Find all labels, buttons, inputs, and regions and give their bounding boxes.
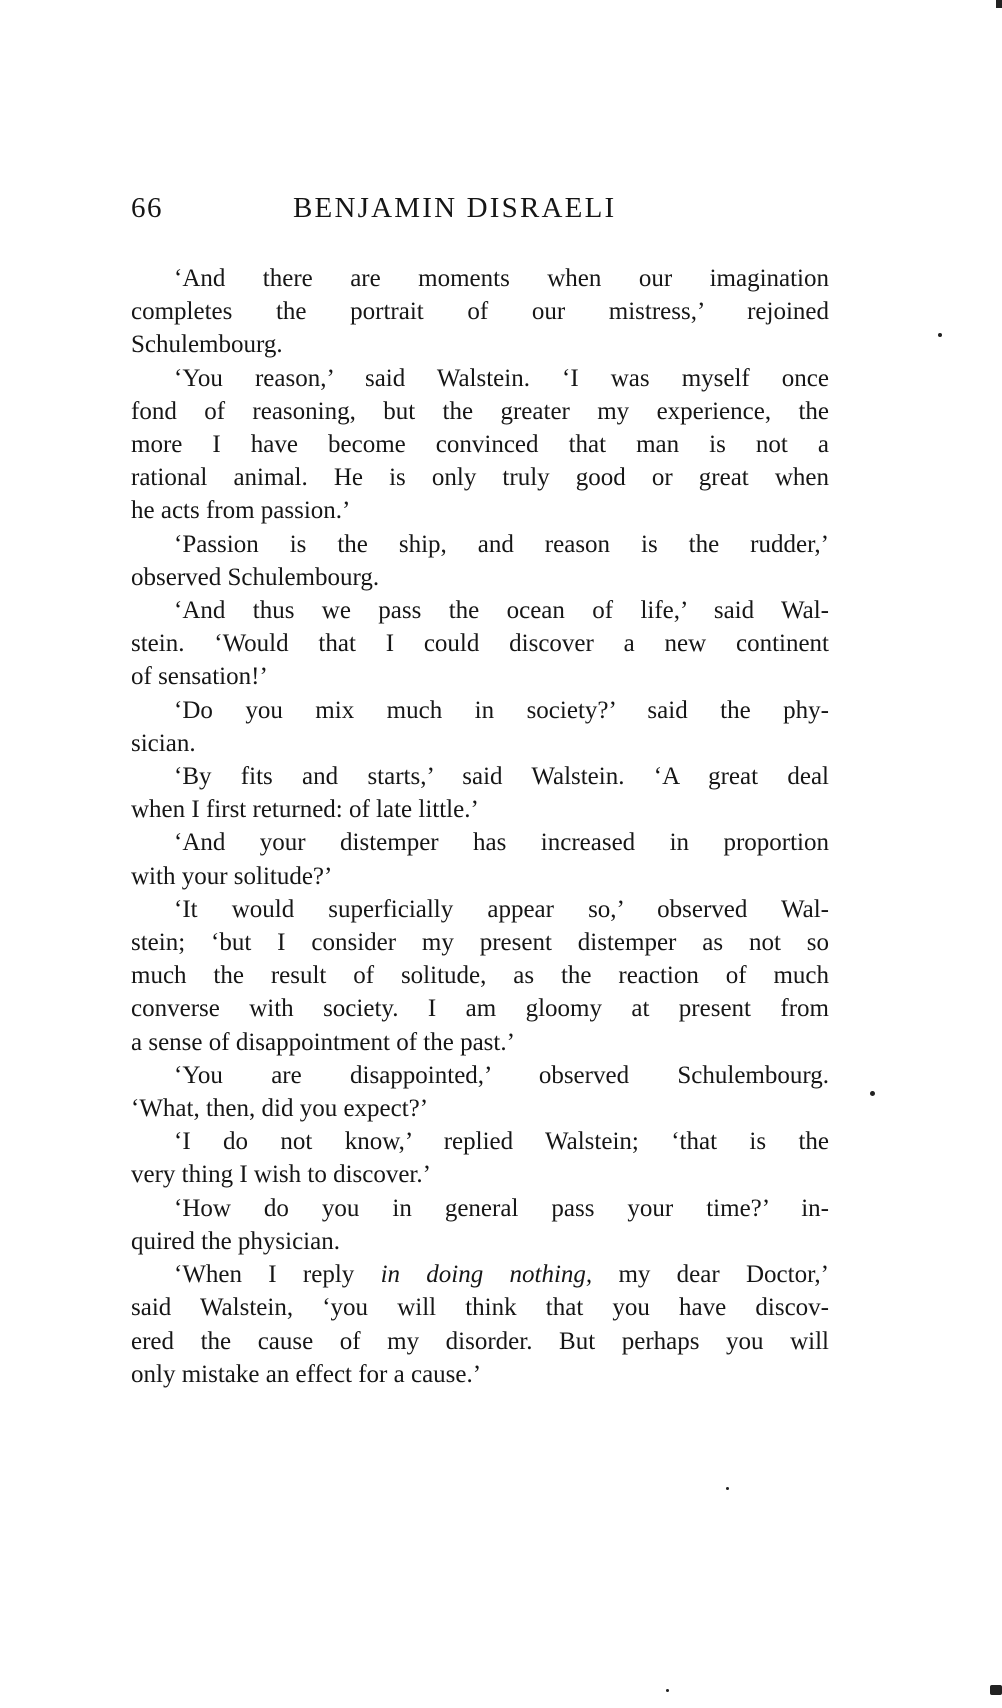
text-line: ‘You are disappointed,’ observed Schulembourg. bbox=[174, 1061, 829, 1089]
running-head bbox=[131, 192, 831, 232]
text-line: ‘And there are moments when our imagination bbox=[174, 265, 829, 292]
text-line: he acts from passion.’ bbox=[131, 497, 351, 525]
paragraph bbox=[131, 362, 829, 528]
text-line: ‘You reason,’ said Walstein. ‘I was myself once bbox=[174, 364, 829, 392]
paragraph bbox=[131, 893, 829, 1059]
paragraph bbox=[131, 594, 829, 694]
text-line: said Walstein, ‘you will think that you have discov- bbox=[131, 1294, 829, 1322]
scan-speck bbox=[870, 1091, 875, 1096]
text-line: quired the physician. bbox=[131, 1227, 340, 1255]
text-line: converse with society. I am gloomy at present from bbox=[131, 995, 829, 1023]
text-run: my dear Doctor,’ bbox=[592, 1261, 829, 1289]
text-line: observed Schulembourg. bbox=[131, 563, 380, 591]
text-line: ‘And your distemper has increased in proportion bbox=[174, 829, 829, 857]
scan-speck bbox=[726, 1487, 729, 1490]
text-run: ‘When I reply bbox=[174, 1261, 381, 1289]
text-line: ‘By fits and starts,’ said Walstein. ‘A great deal bbox=[174, 763, 829, 791]
text-line: sician. bbox=[131, 729, 196, 757]
paragraph bbox=[131, 826, 829, 892]
text-line: very thing I wish to discover.’ bbox=[131, 1161, 431, 1189]
text-line: a sense of disappointment of the past.’ bbox=[131, 1028, 515, 1056]
paragraph bbox=[131, 262, 829, 362]
text-line: with your solitude?’ bbox=[131, 862, 333, 890]
text-line: ‘What, then, did you expect?’ bbox=[131, 1095, 429, 1123]
text-line: ‘Do you mix much in society?’ said the phy- bbox=[174, 696, 829, 724]
text-line: only mistake an effect for a cause.’ bbox=[131, 1360, 482, 1388]
text-line: more I have become convinced that man is not a bbox=[131, 431, 829, 459]
text-line bbox=[131, 1258, 829, 1291]
scan-speck bbox=[666, 1689, 669, 1692]
text-line: stein; ‘but I consider my present distemper as not so bbox=[131, 929, 829, 957]
paragraph bbox=[131, 1192, 829, 1258]
paragraph bbox=[131, 694, 829, 760]
text-line: fond of reasoning, but the greater my experience, the bbox=[131, 397, 829, 425]
paragraph bbox=[131, 1125, 829, 1191]
text-line: of sensation!’ bbox=[131, 663, 268, 691]
paragraph bbox=[131, 1059, 829, 1125]
scan-speck bbox=[990, 1685, 1002, 1695]
text-line: completes the portrait of our mistress,’ rejoined bbox=[131, 298, 829, 326]
page-number: 66 bbox=[131, 192, 163, 224]
text-line: Schulembourg. bbox=[131, 331, 283, 359]
text-line: ‘And thus we pass the ocean of life,’ said Wal- bbox=[174, 597, 829, 625]
text-line: ‘How do you in general pass your time?’ in- bbox=[174, 1194, 829, 1222]
text-line: much the result of solitude, as the reaction of much bbox=[131, 962, 829, 990]
scan-speck bbox=[938, 333, 942, 337]
paragraph bbox=[131, 1258, 829, 1391]
text-line: stein. ‘Would that I could discover a new continent bbox=[131, 630, 829, 658]
text-line: ered the cause of my disorder. But perhaps you will bbox=[131, 1327, 829, 1355]
text-line: rational animal. He is only truly good or great when bbox=[131, 464, 829, 492]
text-line: when I first returned: of late little.’ bbox=[131, 796, 479, 824]
text-line: ‘It would superficially appear so,’ observed Wal- bbox=[174, 895, 829, 923]
italic-phrase: in doing nothing, bbox=[380, 1261, 593, 1289]
body-text bbox=[131, 262, 829, 1391]
running-title: BENJAMIN DISRAELI bbox=[293, 192, 617, 224]
text-line: ‘I do not know,’ replied Walstein; ‘that is the bbox=[174, 1128, 829, 1156]
paragraph bbox=[131, 760, 829, 826]
text-line: ‘Passion is the ship, and reason is the rudder,’ bbox=[174, 530, 829, 558]
paragraph bbox=[131, 528, 829, 594]
scan-speck bbox=[996, 0, 1002, 8]
